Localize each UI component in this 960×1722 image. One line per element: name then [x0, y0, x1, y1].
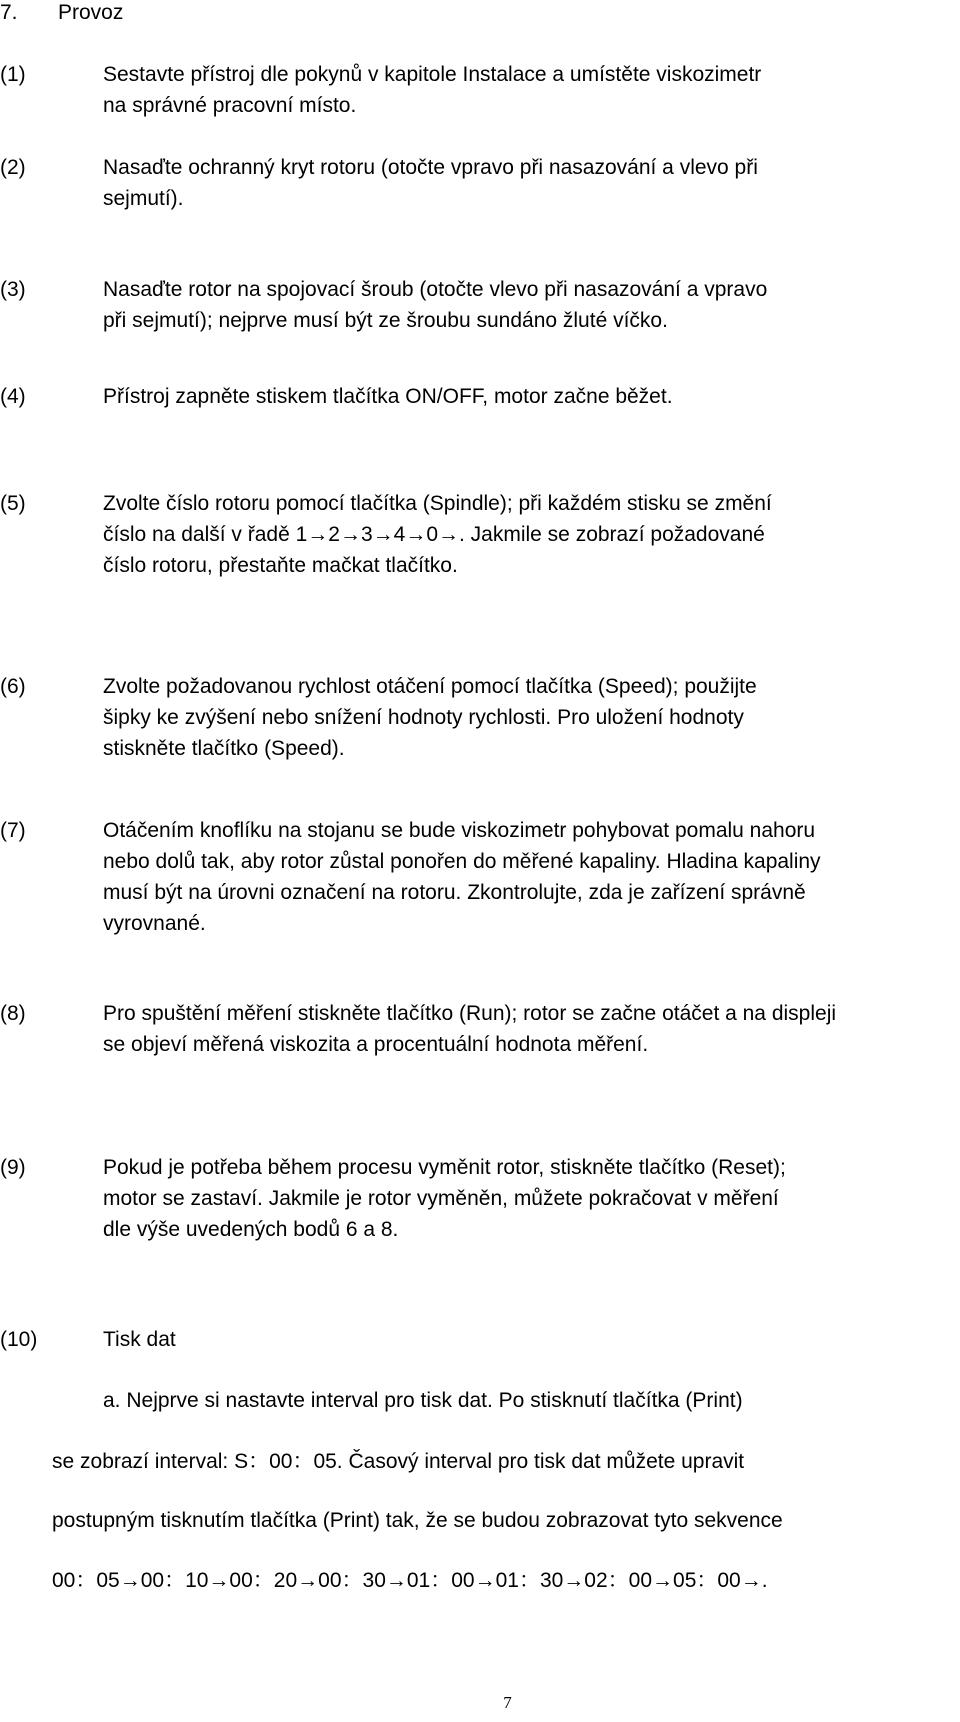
item-number: (5) [0, 492, 26, 515]
item-text-line: Zvolte požadovanou rychlost otáčení pomocí tlačítka (Speed); použijte [103, 675, 757, 698]
item-text-line: motor se zastaví. Jakmile je rotor vyměněn, můžete pokračovat v měření [103, 1187, 779, 1210]
item-text-line: Tisk dat [103, 1328, 176, 1351]
item-text-line: číslo rotoru, přestaňte mačkat tlačítko. [103, 554, 458, 577]
item-text-line: Nasaďte rotor na spojovací šroub (otočte vlevo při nasazování a vpravo [103, 278, 768, 301]
item-text-line: Zvolte číslo rotoru pomocí tlačítka (Spindle); při každém stisku se změní [103, 492, 772, 515]
section-number: 7. [0, 1, 18, 24]
item-number: (1) [0, 63, 26, 86]
item-text-line: šipky ke zvýšení nebo snížení hodnoty rychlosti. Pro uložení hodnoty [103, 706, 744, 729]
item-text-line: musí být na úrovni označení na rotoru. Zkontrolujte, zda je zařízení správně [103, 881, 806, 904]
print-line: se zobrazí interval: S：00：05. Časový interval pro tisk dat můžete upravit [52, 1450, 745, 1473]
page-number: 7 [503, 1693, 512, 1712]
item-text-line: při sejmutí); nejprve musí být ze šroubu sundáno žluté víčko. [103, 309, 668, 332]
item-text-line: dle výše uvedených bodů 6 a 8. [103, 1218, 399, 1241]
item-number: (3) [0, 278, 26, 301]
item-text-line: Sestavte přístroj dle pokynů v kapitole Instalace a umístěte viskozimetr [103, 63, 762, 86]
item-number: (4) [0, 385, 26, 408]
item-number: (9) [0, 1156, 26, 1179]
print-sequence: 00：05→00：10→00：20→00：30→01：00→01：30→02：00→05：00→. [52, 1569, 768, 1592]
item-text-line: Otáčením knoflíku na stojanu se bude viskozimetr pohybovat pomalu nahoru [103, 819, 816, 842]
print-line: postupným tisknutím tlačítka (Print) tak, že se budou zobrazovat tyto sekvence [52, 1509, 783, 1532]
item-text-line: Nasaďte ochranný kryt rotoru (otočte vpravo při nasazování a vlevo při [103, 156, 758, 179]
item-number: (7) [0, 819, 26, 842]
item-number: (6) [0, 675, 26, 698]
item-text-line: Pokud je potřeba během procesu vyměnit rotor, stiskněte tlačítko (Reset); [103, 1156, 786, 1179]
section-title: Provoz [58, 1, 124, 24]
item-text-line: vyrovnané. [103, 912, 206, 935]
item-text-line: se objeví měřená viskozita a procentuální hodnota měření. [103, 1033, 649, 1056]
item-text-line: na správné pracovní místo. [103, 94, 357, 117]
item-text-line: stiskněte tlačítko (Speed). [103, 737, 345, 760]
item-number: (2) [0, 156, 26, 179]
print-sub-a: a. Nejprve si nastavte interval pro tisk dat. Po stisknutí tlačítka (Print) [103, 1389, 743, 1412]
section-heading [0, 0, 123, 28]
item-text-line: nebo dolů tak, aby rotor zůstal ponořen do měřené kapaliny. Hladina kapaliny [103, 850, 821, 873]
item-text-line: sejmutí). [103, 187, 184, 210]
item-text-line: Přístroj zapněte stiskem tlačítka ON/OFF, motor začne běžet. [103, 385, 673, 408]
item-number: (8) [0, 1002, 26, 1025]
item-number: (10) [0, 1328, 38, 1351]
item-text-line: Pro spuštění měření stiskněte tlačítko (Run); rotor se začne otáčet a na displeji [103, 1002, 837, 1025]
item-text-line: číslo na další v řadě 1→2→3→4→0→. Jakmile se zobrazí požadované [103, 523, 765, 546]
